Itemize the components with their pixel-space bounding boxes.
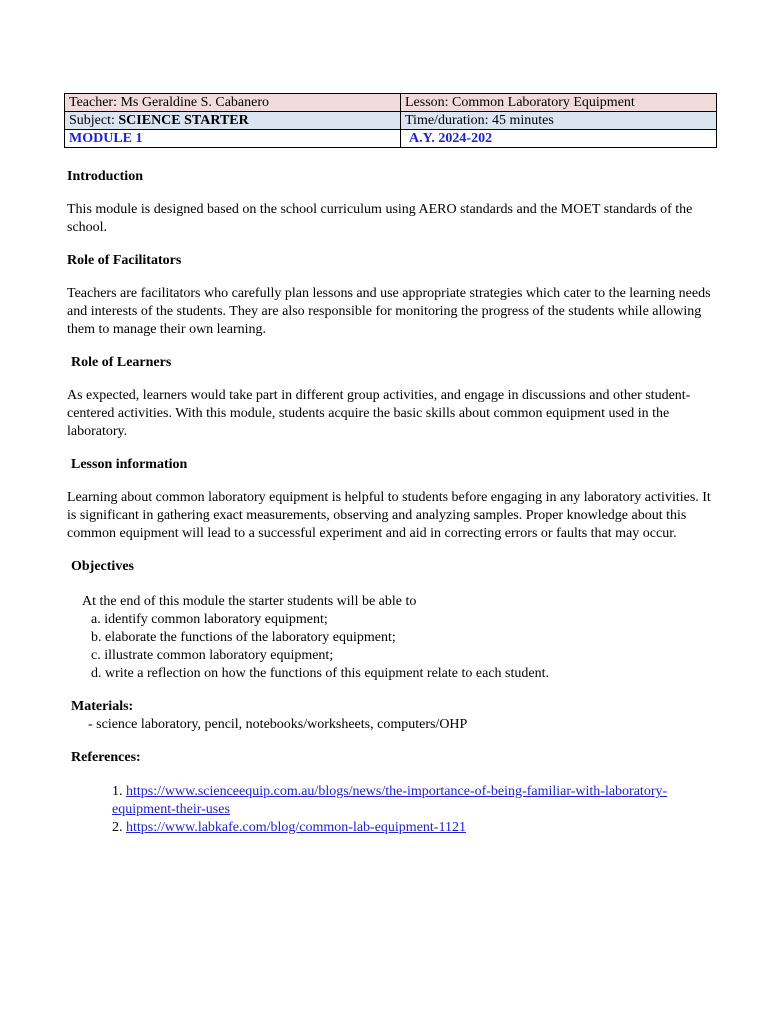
list-item: d. write a reflection on how the functions of this equipment relate to each student. <box>91 666 549 681</box>
subject-prefix: Subject: <box>69 113 119 128</box>
reference-number: 1. <box>112 784 126 799</box>
reference-link-1[interactable]: https://www.scienceequip.com.au/blogs/news/the-importance-of-being-familiar-with-laboratory- equipment-their-uses <box>112 784 668 817</box>
objectives-heading: Objectives <box>71 559 134 574</box>
reference-item-2 <box>112 819 722 837</box>
materials-heading: Materials: <box>71 699 134 714</box>
reference-number: 2. <box>112 820 126 835</box>
subject-name: SCIENCE STARTER <box>118 113 249 128</box>
objectives-list <box>67 611 722 683</box>
references-list <box>67 783 722 837</box>
lesson-info-heading: Lesson information <box>71 457 188 472</box>
facilitators-text: Teachers are facilitators who carefully plan lessons and use appropriate strategies which cater to the learning needs and interests of the students. They are also responsible for monitoring the progress of the students while allowing them to manage their own learning. <box>67 286 711 337</box>
facilitators-heading: Role of Facilitators <box>67 253 182 268</box>
header-row-teacher <box>65 94 717 112</box>
teacher-cell: Teacher: Ms Geraldine S. Cabanero <box>65 94 401 112</box>
subject-cell <box>65 112 401 130</box>
objectives-lead: At the end of this module the starter students will be able to <box>82 594 417 609</box>
reference-item-1 <box>112 783 722 819</box>
header-row-module <box>65 130 717 148</box>
academic-year-cell: A.Y. 2024-202 <box>401 130 717 148</box>
document-body <box>67 168 722 837</box>
list-item: b. elaborate the functions of the laboratory equipment; <box>91 630 396 645</box>
reference-link-2[interactable]: https://www.labkafe.com/blog/common-lab-equipment-1121 <box>126 820 466 835</box>
introduction-text: This module is designed based on the school curriculum using AERO standards and the MOET standards of the school. <box>67 202 693 235</box>
introduction-heading: Introduction <box>67 169 143 184</box>
learners-heading: Role of Learners <box>71 355 172 370</box>
list-item: a. identify common laboratory equipment; <box>91 612 328 627</box>
module-cell: MODULE 1 <box>65 130 401 148</box>
references-heading: References: <box>71 750 141 765</box>
lesson-info-text: Learning about common laboratory equipment is helpful to students before engaging in any laboratory activities. It is significant in gathering exact measurements, observing and analyzing samples. Proper knowledge about this common equipment will lead to a successful experiment and aid in correcting errors or faults that may occur. <box>67 490 711 541</box>
learners-text: As expected, learners would take part in different group activities, and engage in discussions and other student-centered activities. With this module, students acquire the basic skills about common equipment used in the laboratory. <box>67 388 691 439</box>
list-item: c. illustrate common laboratory equipment; <box>91 648 334 663</box>
header-row-subject <box>65 112 717 130</box>
materials-text: - science laboratory, pencil, notebooks/worksheets, computers/OHP <box>88 717 468 732</box>
lesson-header-table <box>64 93 717 148</box>
lesson-cell: Lesson: Common Laboratory Equipment <box>401 94 717 112</box>
duration-cell: Time/duration: 45 minutes <box>401 112 717 130</box>
